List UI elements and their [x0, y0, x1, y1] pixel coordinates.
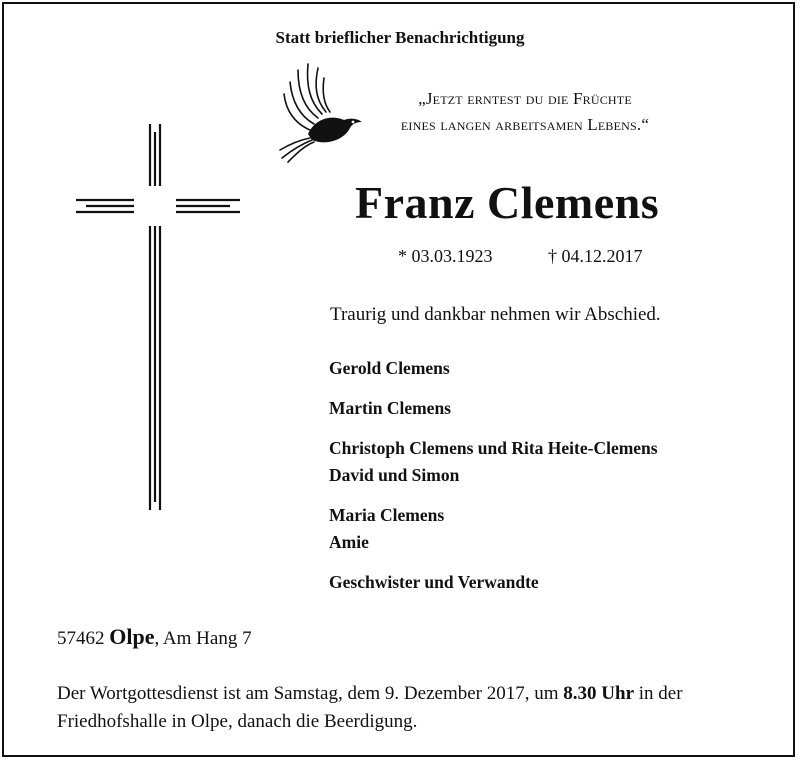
mourner-name: Amie — [329, 532, 369, 552]
mourner-name: Martin Clemens — [329, 398, 451, 418]
service-info — [57, 680, 777, 736]
mourner-name: Geschwister und Verwandte — [329, 572, 539, 592]
quote-line-2: eines langen arbeitsamen Lebens.“ — [400, 115, 650, 134]
address-zip: 57462 — [57, 628, 105, 649]
mourner-name: Christoph Clemens und Rita Heite-Clemens — [329, 438, 658, 458]
mourner-group — [329, 569, 658, 596]
mourners-list — [329, 355, 658, 609]
quote — [375, 86, 675, 138]
notice-header: Statt brieflicher Benachrichtigung — [275, 28, 525, 47]
address-city: Olpe — [109, 624, 155, 649]
dove-icon — [270, 60, 370, 164]
mourner-group — [329, 435, 658, 489]
cross-icon — [74, 122, 244, 514]
address — [57, 624, 252, 650]
service-time: 8.30 Uhr — [563, 683, 635, 704]
mourner-name: Gerold Clemens — [329, 358, 450, 378]
service-text-2: in der Friedhofshalle in Olpe, danach die Beerdigung. — [57, 683, 683, 732]
service-text-1: Der Wortgottesdienst ist am Samstag, dem 9. Dezember 2017, um — [57, 683, 564, 704]
death-date: † 04.12.2017 — [548, 246, 643, 266]
mourner-group — [329, 395, 658, 422]
deceased-name: Franz Clemens — [355, 177, 660, 228]
mourner-group — [329, 355, 658, 382]
quote-line-1: „Jetzt erntest du die Früchte — [418, 89, 632, 108]
farewell-text: Traurig und dankbar nehmen wir Abschied. — [330, 304, 661, 325]
birth-date: * 03.03.1923 — [398, 246, 493, 266]
mourner-name: David und Simon — [329, 465, 460, 485]
address-street: , Am Hang 7 — [154, 628, 252, 649]
mourner-group — [329, 502, 658, 556]
mourner-name: Maria Clemens — [329, 505, 445, 525]
